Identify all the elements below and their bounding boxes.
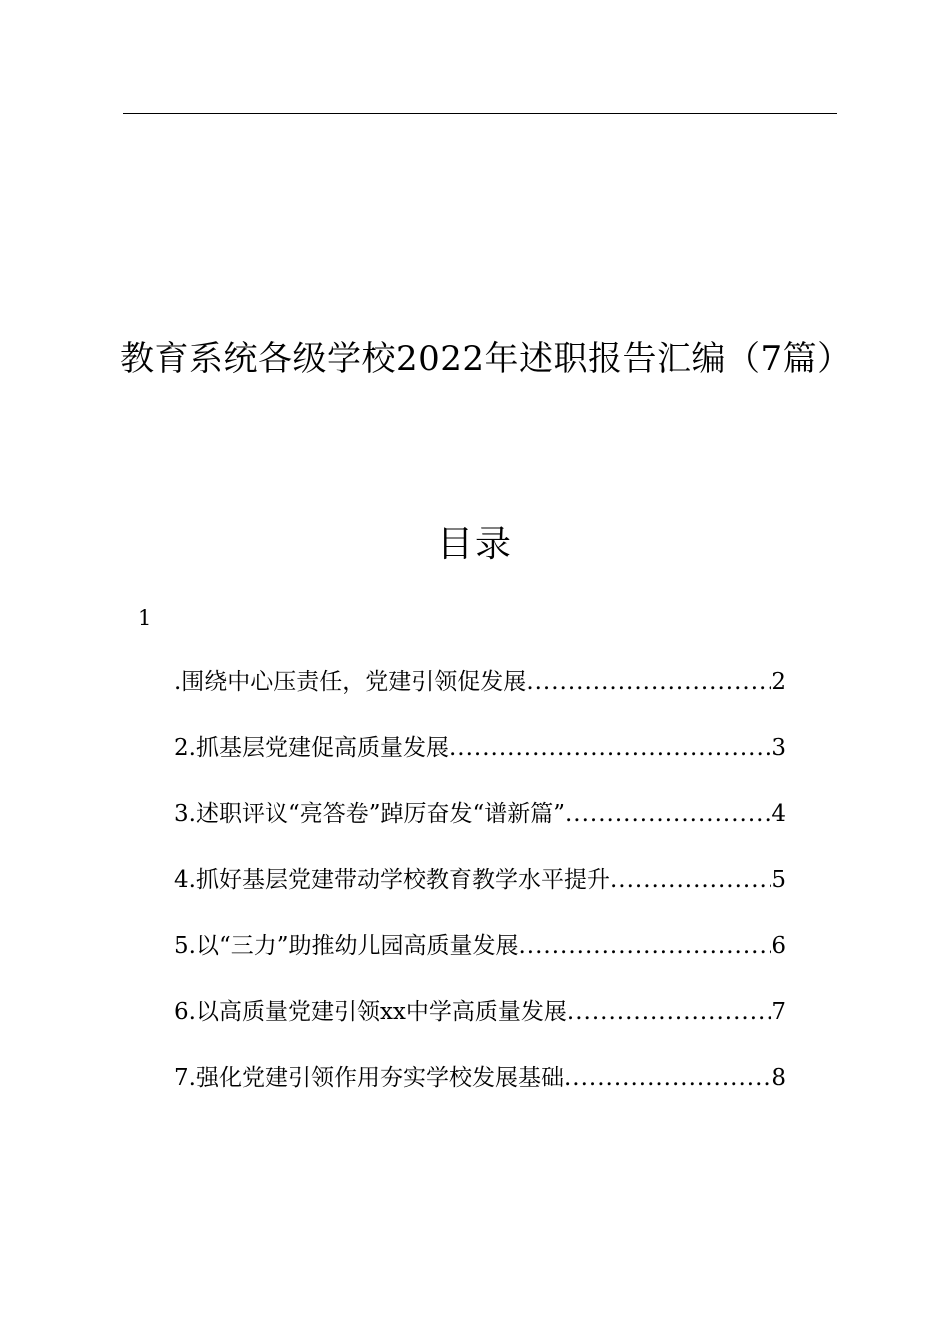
- document-title: 教育系统各级学校2022年述职报告汇编（7篇）: [120, 339, 852, 379]
- header-rule: [123, 113, 837, 114]
- toc-heading: 目录: [436, 524, 513, 565]
- toc-entry-title: .围绕中心压责任，党建引领促发展: [174, 669, 527, 695]
- toc-entry[interactable]: [174, 862, 786, 928]
- table-of-contents: [174, 664, 786, 1126]
- toc-leader-dots: [567, 994, 771, 1030]
- toc-leader-dots: [449, 730, 771, 766]
- toc-entry-title: 5.以“三力”助推幼儿园高质量发展: [174, 933, 519, 959]
- toc-entry-page: 8: [771, 1065, 786, 1091]
- toc-entry-title: 7.强化党建引领作用夯实学校发展基础: [174, 1065, 564, 1091]
- toc-entry[interactable]: [174, 994, 786, 1060]
- toc-entry[interactable]: [174, 796, 786, 862]
- toc-entry-page: 2: [771, 669, 786, 695]
- toc-entry-title: 2.抓基层党建促高质量发展: [174, 735, 449, 761]
- toc-entry-page: 5: [771, 867, 786, 893]
- toc-entry[interactable]: [174, 1060, 786, 1126]
- toc-leader-dots: [564, 1060, 771, 1096]
- toc-leader-dots: [610, 862, 771, 898]
- toc-entry-page: 7: [771, 999, 786, 1025]
- toc-leader-dots: [518, 928, 771, 964]
- toc-entry[interactable]: [174, 730, 786, 796]
- toc-section-number: 1: [138, 606, 152, 630]
- toc-leader-dots: [526, 664, 771, 700]
- toc-entry-page: 4: [771, 801, 786, 827]
- toc-entry-title: 3.述职评议“亮答卷”踔厉奋发“谱新篇”: [174, 801, 565, 827]
- toc-entry[interactable]: [174, 928, 786, 994]
- toc-entry-title: 4.抓好基层党建带动学校教育教学水平提升: [174, 867, 610, 893]
- toc-entry-page: 6: [771, 933, 786, 959]
- toc-entry-title: 6.以高质量党建引领xx中学高质量发展: [174, 999, 567, 1025]
- toc-entry[interactable]: [174, 664, 786, 730]
- toc-entry-page: 3: [771, 735, 786, 761]
- toc-leader-dots: [565, 796, 771, 832]
